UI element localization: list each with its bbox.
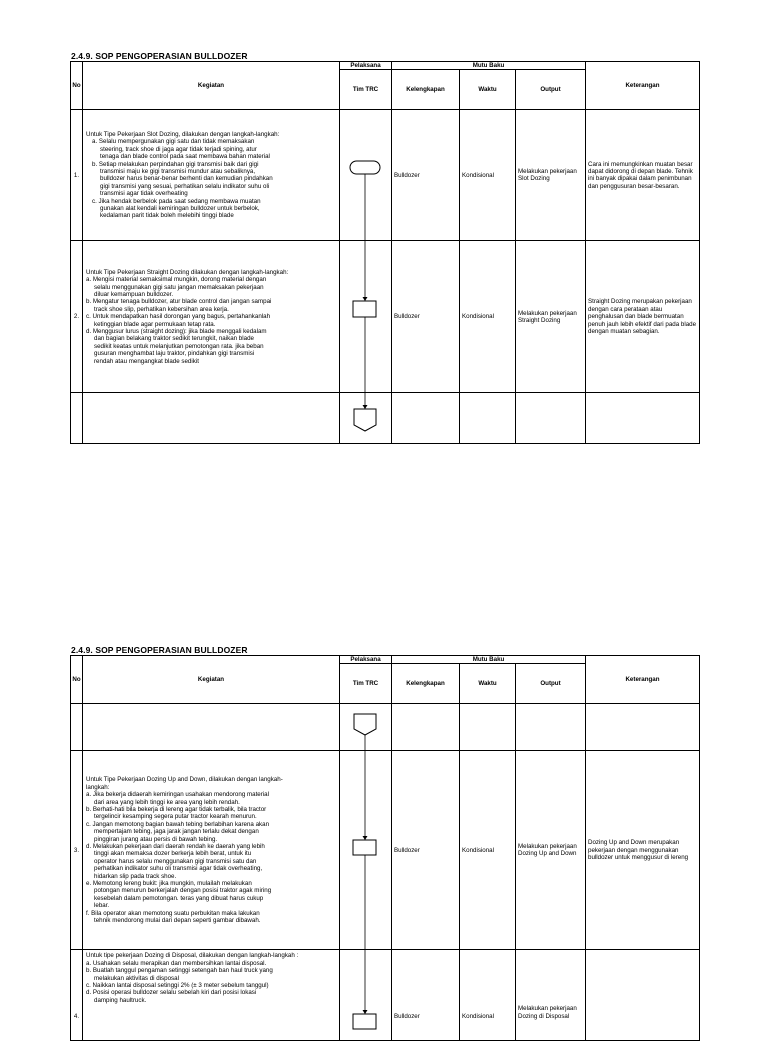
flow-arrow-head <box>363 405 368 409</box>
kelengkapan-cell: Bulldozer <box>392 241 460 393</box>
keterangan-cell <box>586 950 700 1041</box>
empty-cell <box>83 704 340 751</box>
header-no: No <box>71 656 83 704</box>
flow-cell-process <box>340 950 392 1041</box>
flow-arrow-head <box>363 297 368 301</box>
flow-process-box <box>353 1014 376 1029</box>
kelengkapan-cell: Bulldozer <box>392 110 460 241</box>
empty-cell <box>392 704 460 751</box>
flow-cell-process <box>340 751 392 950</box>
flow-process-box <box>353 301 376 317</box>
header-pelaksana: Pelaksana <box>340 62 392 70</box>
header-keterangan: Keterangan <box>586 656 700 704</box>
empty-cell <box>71 393 83 444</box>
kegiatan-cell: Untuk Tipe Pekerjaan Dozing Up and Down, dilakukan dengan langkah- langkah: a. Jika bekerja didaerah kemiringan usahakan mendorong material dari area yang lebih tinggi ke area yang lebih rendah. b. Berhati-hati bila bekerja di lereng agar tidak terbalik, bila tractor tergelincir kesamping segera putar tractor kearah menurun. c. Jangan memotong bagian bawah tebing berlabihan karena akan mempertajam tebing, jaga jarak jangan terlalu dekat dengan pinggiran jurang atau persis di bawah tebing. d. Melakukan pekerjaan dari daerah rendah ke daerah yang lebih tinggi akan memaksa dozer berkerja lebih berat, untuk itu operator harus selalu menggunakan gigi transmisi satu dan perhatikan indikator suhu oli transmisi agar tidak overheating, hidarkan slip pada track shoe. e. Memotong lereng bukit: jika mungkin, mulailah melakukan potongan menurun berkerjalah dengan posisi traktor agak miring kesebelah dalam pemotongan. teras yang dibuat harus cukup lebar. f. Bila operator akan memotong suatu perbukitan maka lakukan tehnik mendorong mulai dari depan seperti gambar dibawah. <box>83 751 340 950</box>
row-number: 2. <box>71 241 83 393</box>
kegiatan-cell: Untuk Tipe Pekerjaan Slot Dozing, dilakukan dengan langkah-langkah: a. Selalu mempergunakan gigi satu dan tidak memaksakan steering, track shoe di jaga agar tidak terjadi spining, atur tenaga dan blade control pada saat membawa bahan material b. Setiap melakukan perpindahan gigi transmisi baik dari gigi transmisi maju ke gigi transmisi mundur atau sebaliknya, bulldozer harus benar-benar berhenti dan kemudian pindahkan gigi transmisi yang sesuai, perhatikan selalu indikator suhu oli transmisi agar tidak overheating c. Jika hendak berbelok pada saat sedang membawa muatan gunakan alat kendali kemiringan bulldozer untuk berbelok, kedalaman parit tidak boleh melebihi tinggi blade <box>83 110 340 241</box>
header-output: Output <box>516 664 586 704</box>
empty-cell <box>460 393 516 444</box>
header-mutu-baku: Mutu Baku <box>392 62 586 70</box>
flow-arrow-head <box>363 836 368 840</box>
header-mutu-baku: Mutu Baku <box>392 656 586 664</box>
keterangan-cell: Straight Dozing merupakan pekerjaan dengan cara perataan atau penghalusan dan blade bermuatan penuh jauh lebih efektif dari pada blade dengan muatan sebagian. <box>586 241 700 393</box>
kegiatan-cell: Untuk tipe pekerjaan Dozing di Disposal, dilakukan dengan langkah-langkah : a. Usahakan selalu merapikan dan membersihkan lantai disposal. b. Buatlah tanggul pengaman setinggi setengah ban haul truck yang melakukan aktivitas di disposal c. Naikkan lantai disposal setinggi 2% (± 3 meter sebelum tanggul) d. Posisi operasi bulldozer selalu sebelah kiri dari posisi lokasi damping haultruck. <box>83 950 340 1041</box>
header-kelengkapan: Kelengkapan <box>392 70 460 110</box>
flow-process-box <box>353 840 376 855</box>
flow-offpage-connector <box>354 409 376 431</box>
header-kegiatan: Kegiatan <box>83 656 340 704</box>
empty-cell <box>83 393 340 444</box>
kelengkapan-cell: Bulldozer <box>392 751 460 950</box>
row-number: 4. <box>71 950 83 1041</box>
flow-cell-process <box>340 241 392 393</box>
empty-cell <box>586 393 700 444</box>
flow-cell-offpage <box>340 393 392 444</box>
kegiatan-cell: Untuk Tipe Pekerjaan Straight Dozing dilakukan dengan langkah-langkah: a. Mengisi material semaksimal mungkin, dorong material dengan selalu menggunakan gigi satu jangan memaksakan pekerjaan diluar kemampuan bulldozer. b. Mengatur tenaga bulldozer, atur blade control dan jangan sampai track shoe slip, perhatikan kebersihan area kerja. c. Untuk mendapatkan hasil dorongan yang bagus, pertahankanlah ketinggian blade agar permukaan tetap rata. d. Menggusur lurus (straight dozing): jika blade menggali kedalam dan bagian belakang traktor sedikit terungkit, naikan blade sedikit keatas untuk melanjutkan pemotongan rata. jika beban gusuran menghambat laju traktor, pindahkan gigi transmisi rendah atau mengangkat blade sedikit <box>83 241 340 393</box>
header-no: No <box>71 62 83 110</box>
header-kelengkapan: Kelengkapan <box>392 664 460 704</box>
row-number: 3. <box>71 751 83 950</box>
output-cell: Melakukan pekerjaan Dozing Up and Down <box>516 751 586 950</box>
waktu-cell: Kondisional <box>460 110 516 241</box>
keterangan-cell: Cara ini memungkinkan muatan besar dapat didorong di depan blade. Tehnik ini banyak dipakai dalam penimbunan dan penggusuran besar-besaran. <box>586 110 700 241</box>
page-title-1: 2.4.9. SOP PENGOPERASIAN BULLDOZER <box>71 51 248 61</box>
empty-cell <box>71 704 83 751</box>
header-tim-trc: Tim TRC <box>340 664 392 704</box>
sop-table-2 <box>70 655 700 1041</box>
header-waktu: Waktu <box>460 664 516 704</box>
output-cell: Melakukan pekerjaan Dozing di Disposal <box>516 950 586 1041</box>
header-tim-trc: Tim TRC <box>340 70 392 110</box>
header-keterangan: Keterangan <box>586 62 700 110</box>
flow-start-terminator <box>350 161 380 174</box>
sop-table-1 <box>70 61 700 444</box>
empty-cell <box>460 704 516 751</box>
header-waktu: Waktu <box>460 70 516 110</box>
header-output: Output <box>516 70 586 110</box>
output-cell: Melakukan pekerjaan Straight Dozing <box>516 241 586 393</box>
empty-cell <box>392 393 460 444</box>
header-pelaksana: Pelaksana <box>340 656 392 664</box>
waktu-cell: Kondisional <box>460 241 516 393</box>
output-cell: Melakukan pekerjaan Slot Dozing <box>516 110 586 241</box>
empty-cell <box>586 704 700 751</box>
flow-cell-start <box>340 110 392 241</box>
row-number: 1. <box>71 110 83 241</box>
kelengkapan-cell: Bulldozer <box>392 950 460 1041</box>
flow-arrow-head <box>363 1010 368 1014</box>
flow-offpage-connector <box>354 714 376 735</box>
flow-cell-offpage-in <box>340 704 392 751</box>
empty-cell <box>516 393 586 444</box>
waktu-cell: Kondisional <box>460 950 516 1041</box>
page-title-2: 2.4.9. SOP PENGOPERASIAN BULLDOZER <box>71 645 248 655</box>
empty-cell <box>516 704 586 751</box>
waktu-cell: Kondisional <box>460 751 516 950</box>
header-kegiatan: Kegiatan <box>83 62 340 110</box>
keterangan-cell: Dozing Up and Down merupakan pekerjaan dengan menggunakan bulldozer untuk menggusur di lereng <box>586 751 700 950</box>
